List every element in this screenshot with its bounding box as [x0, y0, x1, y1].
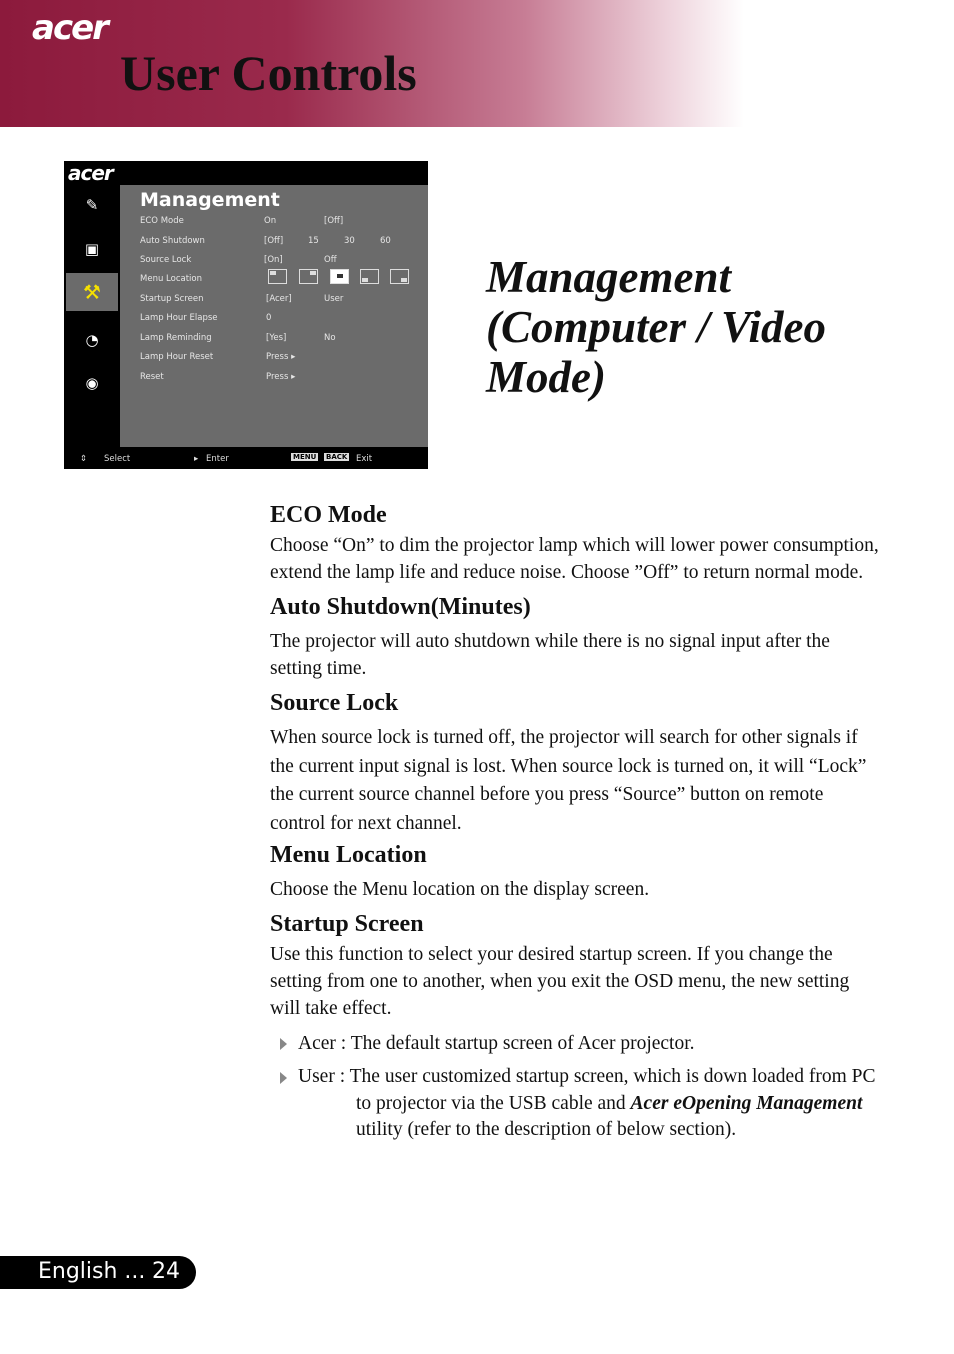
osd-sidebar	[64, 185, 120, 447]
menu-location-top-left-icon	[268, 269, 287, 284]
osd-footer: ⇕ Select ▸ Enter MENU BACK Exit	[64, 447, 428, 469]
page-footer-tab	[0, 1256, 196, 1289]
paragraph-auto-shutdown: The projector will auto shutdown while there is no signal input after the setting time.	[270, 631, 830, 679]
menu-location-bottom-left-icon	[360, 269, 379, 284]
color-palette-icon: ✎	[85, 196, 99, 214]
body-content	[270, 498, 880, 1151]
footer-language: English ...	[38, 1259, 146, 1284]
osd-acer-logo: acer	[68, 161, 113, 185]
bullet-arrow-icon	[280, 1038, 287, 1050]
list-item: User : The user customized startup screen, which is down loaded from PC to projector via the USB cable and Acer eOpening Management utility (refer to the description of below section).	[270, 1064, 880, 1144]
enter-icon: ▸	[194, 454, 199, 464]
heading-eco-mode: ECO Mode	[270, 502, 387, 528]
startup-options-list	[270, 1030, 880, 1144]
header-banner	[0, 0, 954, 127]
osd-row-menu-location: Menu Location	[140, 274, 428, 288]
osd-screenshot	[64, 161, 428, 469]
page-title: User Controls	[120, 45, 417, 101]
timer-icon: ◔	[85, 331, 99, 349]
menu-key-badge: MENU	[293, 453, 317, 461]
list-item: Acer : The default startup screen of Acer projector.	[270, 1030, 880, 1057]
section-title: Management (Computer / Video Mode)	[486, 252, 827, 402]
acer-logo: acer	[32, 8, 107, 48]
osd-panel: Management ECO Mode On [Off] Auto Shutdown [Off] 15 30 60 Source Lock [On] Off Menu Location Startup Screen [Acer] User Lamp Hour Elapse 0 Lamp Reminding [Yes] No Lamp Hour Reset Press ▸ Reset Press ▸	[120, 185, 428, 447]
paragraph-source-lock: When source lock is turned off, the projector will search for other signals if the current input signal is lost. When source lock is turned on, it will “Lock” the current source channel before you press “Source” button on remote control for next channel.	[270, 727, 867, 834]
heading-auto-shutdown: Auto Shutdown(Minutes)	[270, 594, 531, 620]
management-tools-icon: ⚒	[66, 273, 118, 311]
menu-location-center-icon	[330, 269, 349, 284]
back-key-badge: BACK	[326, 453, 348, 461]
language-icon: ◉	[85, 374, 99, 392]
paragraph-menu-location: Choose the Menu location on the display screen.	[270, 879, 650, 900]
menu-location-bottom-right-icon	[390, 269, 409, 284]
page-number: 24	[152, 1259, 180, 1284]
menu-location-top-right-icon	[299, 269, 318, 284]
bullet-arrow-icon	[280, 1072, 287, 1084]
image-icon: ▣	[84, 240, 100, 258]
osd-title: Management	[140, 189, 280, 211]
paragraph-startup-screen: Use this function to select your desired startup screen. If you change the setting from one to another, when you exit the OSD menu, the new setting will take effect.	[270, 944, 850, 1019]
up-down-icon: ⇕	[80, 454, 88, 464]
paragraph-eco-mode: Choose “On” to dim the projector lamp which will lower power consumption, extend the lamp life and reduce noise. Choose ”Off” to return normal mode.	[270, 535, 879, 583]
heading-source-lock: Source Lock	[270, 690, 399, 716]
heading-menu-location: Menu Location	[270, 842, 427, 868]
heading-startup-screen: Startup Screen	[270, 911, 424, 937]
